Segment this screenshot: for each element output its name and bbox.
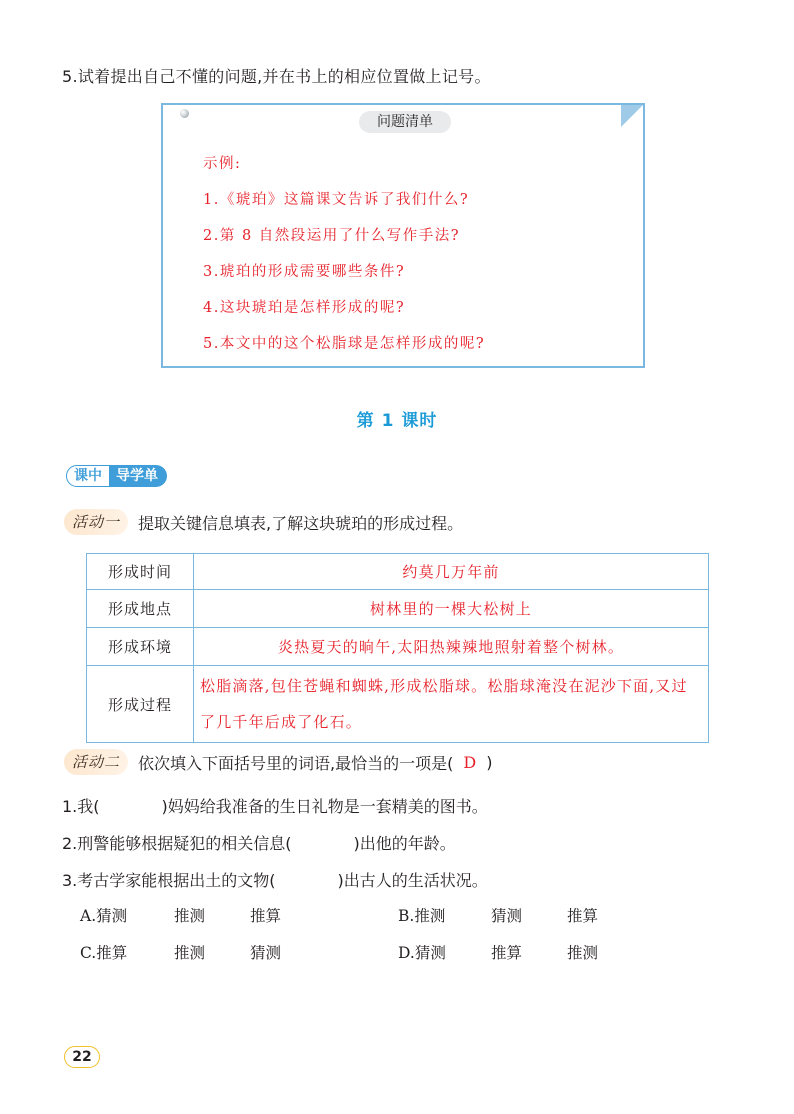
activity-1-prompt: 提取关键信息填表,了解这块琥珀的形成过程。: [138, 513, 464, 533]
page-number: 22: [64, 1046, 100, 1068]
activity-2-prompt-end: ): [486, 752, 493, 772]
table-row: [87, 590, 709, 628]
badge-left: 课中: [66, 465, 110, 487]
question-item: 4.这块琥珀是怎样形成的呢?: [203, 300, 406, 316]
option-letter: D.: [398, 944, 415, 962]
option-word: 推算: [96, 944, 128, 962]
answer-text: 树林里的一棵大松树上: [369, 600, 532, 618]
table-key: 形成时间: [87, 554, 194, 590]
option-word: 推算: [567, 907, 599, 925]
formation-table: [86, 553, 709, 743]
table-key: 形成过程: [87, 666, 194, 743]
question-list-card: [161, 103, 645, 368]
answer-text: 炎热夏天的晌午,太阳热辣辣地照射着整个树林。: [277, 638, 625, 656]
option-word: 猜测: [414, 944, 446, 962]
option-letter: A.: [80, 907, 97, 925]
option-letter: C.: [80, 944, 97, 962]
option-word: 推测: [174, 907, 206, 925]
sentence-text: )妈妈给我准备的生日礼物是一套精美的图书。: [161, 797, 488, 816]
option-c: [80, 941, 127, 963]
option-d: [398, 941, 446, 963]
sentence-text: 2.刑警能够根据疑犯的相关信息(: [62, 834, 292, 853]
option-a: [80, 904, 127, 926]
option-letter: B.: [398, 907, 415, 925]
sentence-text: )出他的年龄。: [353, 834, 456, 853]
table-row: [87, 666, 709, 743]
table-value: [194, 628, 709, 666]
pin-icon: [180, 109, 189, 118]
section-badge: [66, 465, 167, 487]
activity-1-label: 活动一: [64, 509, 128, 535]
option-word: 猜测: [96, 907, 128, 925]
question-list-title: 问题清单: [359, 111, 451, 133]
table-row: [87, 628, 709, 666]
sentence-text: )出古人的生活状况。: [337, 871, 488, 890]
question-5: 5.试着提出自己不懂的问题,并在书上的相应位置做上记号。: [62, 67, 491, 86]
option-word: 推算: [250, 907, 282, 925]
sentence-2: [62, 831, 456, 854]
sentence-3: [62, 868, 488, 891]
table-key: 形成环境: [87, 628, 194, 666]
question-item: 1.《琥珀》这篇课文告诉了我们什么?: [203, 192, 470, 208]
sentence-1: [62, 794, 488, 817]
option-word: 猜测: [250, 944, 282, 962]
question-item: 2.第 8 自然段运用了什么写作手法?: [203, 228, 461, 244]
activity-2-label: 活动二: [64, 749, 128, 775]
activity-2-header: [64, 749, 492, 775]
option-word: 推测: [174, 944, 206, 962]
option-word: 推测: [414, 907, 446, 925]
option-word: 推算: [491, 944, 523, 962]
badge-right: 导学单: [110, 465, 167, 487]
page-fold-decoration: [621, 105, 643, 127]
option-b: [398, 904, 445, 926]
table-value: [194, 666, 709, 743]
example-label: 示例:: [203, 156, 242, 172]
activity-2-prompt: 依次填入下面括号里的词语,最恰当的一项是(: [138, 753, 454, 773]
table-row: [87, 554, 709, 590]
activity-2-answer: D: [463, 752, 477, 772]
question-item: 3.琥珀的形成需要哪些条件?: [203, 264, 406, 280]
table-value: [194, 590, 709, 628]
option-word: 推测: [567, 944, 599, 962]
table-key: 形成地点: [87, 590, 194, 628]
sentence-text: 3.考古学家能根据出土的文物(: [62, 871, 276, 890]
table-value: [194, 554, 709, 590]
option-word: 猜测: [491, 907, 523, 925]
sentence-text: 1.我(: [62, 797, 100, 816]
answer-text: 约莫几万年前: [402, 563, 500, 581]
question-item: 5.本文中的这个松脂球是怎样形成的呢?: [203, 336, 486, 352]
lesson-title: 第 1 课时: [356, 411, 438, 431]
activity-1-header: [64, 509, 463, 535]
answer-text: 松脂滴落,包住苍蝇和蜘蛛,形成松脂球。松脂球淹没在泥沙下面,又过了几千年后成了化石。: [200, 677, 688, 731]
